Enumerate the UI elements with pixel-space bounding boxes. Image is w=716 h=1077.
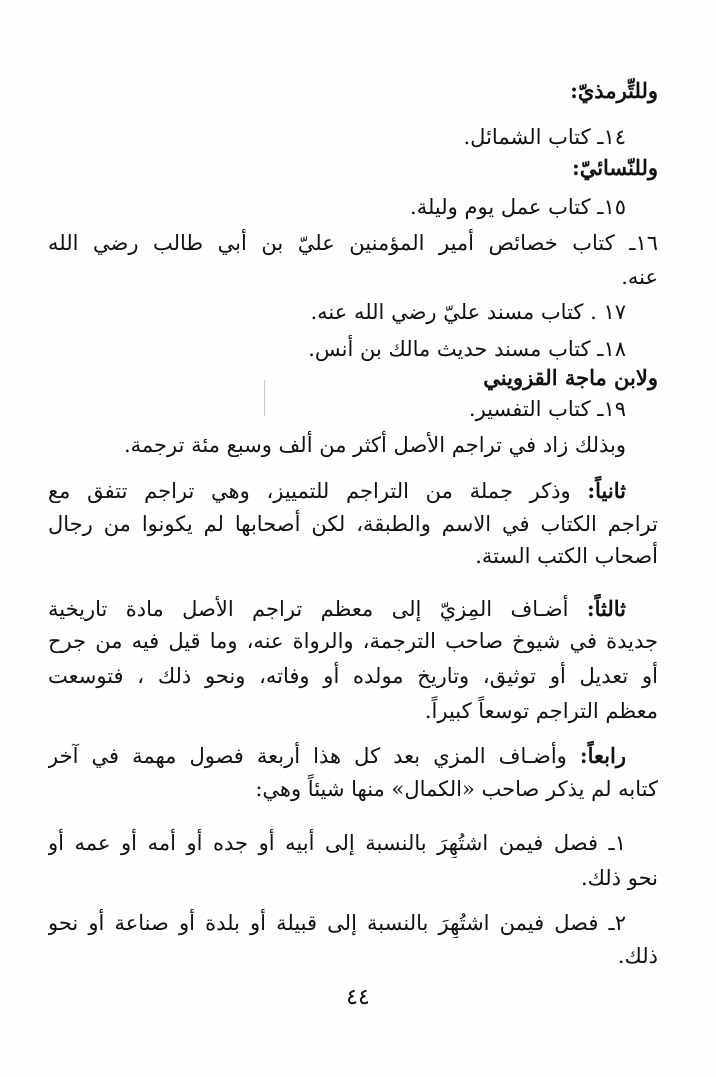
paragraph-second-line-1: [48, 476, 626, 506]
list-item-16-line-2: عنه.: [621, 265, 658, 289]
page-number: ٤٤: [346, 985, 370, 1010]
paragraph-second-text: وذكر جملة من التراجم للتمييز، وهي تراجم تتفق مع: [48, 479, 571, 503]
paragraph-third-line-2: جديدة في شيوخ صاحب الترجمة، والرواة عنه، وما قيل فيه من جرح: [48, 629, 658, 653]
paragraph-second-lead: ثانياً:: [587, 478, 626, 503]
heading-tirmidhi: وللتِّرمذيّ:: [570, 78, 658, 103]
paragraph-third-line-1: [48, 594, 626, 624]
list-item-17: ١٧ . كتاب مسند عليّ رضي الله عنه.: [310, 300, 626, 324]
list-item-19: ١٩ـ كتاب التفسير.: [468, 397, 626, 421]
section-one-line-1: ١ـ فصل فيمن اشتُهِرَ بالنسبة إلى أبيه أو جده أو أمه أو عمه أو: [48, 831, 626, 855]
paragraph-third-line-4: معظم التراجم توسعاً كبيراً.: [424, 699, 658, 723]
paragraph-second-line-2: تراجم الكتاب في الاسم والطبقة، لكن أصحابها لم يكونوا من رجال: [48, 512, 658, 536]
paragraph-third-text: أضـاف المِزيّ إلى معظم تراجم الأصل مادة تاريخية: [48, 597, 569, 621]
list-item-16-line-1: ١٦ـ كتاب خصائص أمير المؤمنين عليّ بن أبي طالب رضي الله: [48, 231, 658, 255]
list-item-14: ١٤ـ كتاب الشمائل.: [463, 125, 626, 149]
section-two-line-2: ذلك.: [617, 944, 658, 968]
paragraph-fourth-lead: رابعاً:: [579, 743, 626, 768]
section-one-line-2: نحو ذلك.: [580, 866, 658, 890]
section-two-line-1: ٢ـ فصل فيمن اشتُهِرَ بالنسبة إلى قبيلة أو بلدة أو صناعة أو نحو: [48, 911, 626, 935]
paragraph-second-line-3: أصحاب الكتب الستة.: [475, 544, 658, 568]
paragraph-fourth-line-1: [48, 741, 626, 771]
paragraph-fourth-line-2: كتابه لم يذكر صاحب «الكمال» منها شيئاً وهي:: [255, 777, 658, 801]
heading-ibn-majah: ولابن ماجة القزويني: [483, 365, 658, 390]
summary-sentence: وبذلك زاد في تراجم الأصل أكثر من ألف وسبع مئة ترجمة.: [123, 433, 626, 457]
list-item-18: ١٨ـ كتاب مسند حديث مالك بن أنس.: [308, 337, 626, 361]
paragraph-third-line-3: أو تعديل أو توثيق، وتاريخ مولده أو وفاته، ونحو ذلك ، فتوسعت: [48, 664, 658, 688]
paragraph-fourth-text: وأضـاف المزي بعد كل هذا أربعة فصول مهمة في آخر: [48, 744, 567, 768]
scan-mark: [264, 380, 265, 416]
list-item-15: ١٥ـ كتاب عمل يوم وليلة.: [410, 195, 626, 219]
paragraph-third-lead: ثالثاً:: [586, 596, 626, 621]
heading-nasai: وللنّسائيّ:: [571, 155, 658, 180]
